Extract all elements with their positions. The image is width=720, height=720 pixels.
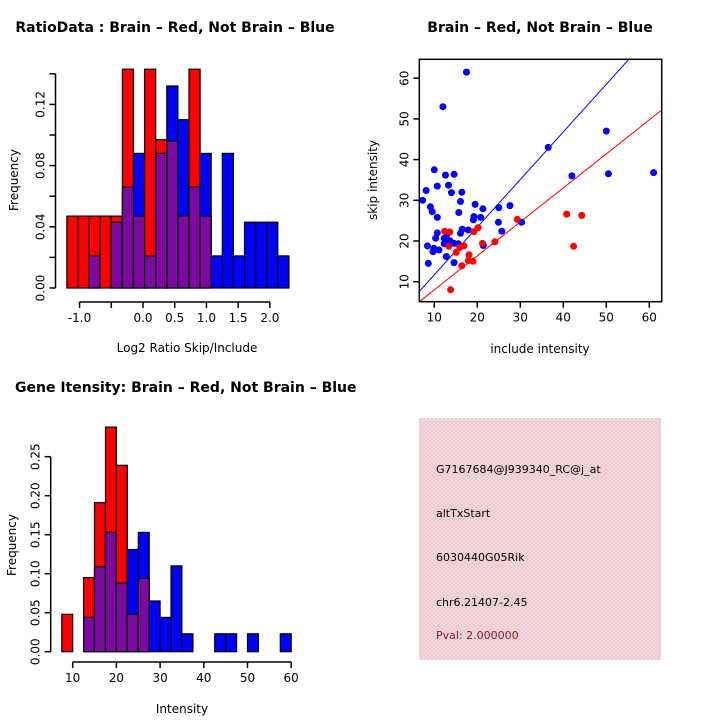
svg-text:50: 50 [598, 310, 614, 325]
svg-text:30: 30 [397, 192, 412, 208]
svg-text:40: 40 [397, 151, 412, 168]
svg-text:0.05: 0.05 [28, 599, 43, 627]
svg-text:20: 20 [397, 233, 412, 249]
svg-text:2.0: 2.0 [260, 311, 280, 325]
histogram-bars [62, 427, 291, 652]
svg-text:10: 10 [65, 671, 81, 685]
panel1-title: RatioData : Brain – Red, Not Brain – Blue [15, 20, 335, 36]
x-tick-labels [68, 311, 280, 325]
panel2-ylabel: skip intensity [366, 140, 380, 220]
x-tick-labels [65, 671, 299, 685]
x-axis [80, 302, 270, 308]
svg-text:50: 50 [397, 111, 412, 127]
x-tick-labels [427, 311, 657, 325]
panel1-ratio-histogram [0, 0, 360, 360]
y-axis [45, 457, 51, 652]
svg-text:60: 60 [397, 70, 412, 86]
svg-text:30: 30 [152, 671, 168, 685]
panel3-xlabel: Intensity [155, 702, 209, 716]
svg-text:0.12: 0.12 [33, 91, 48, 118]
panel3-gene-histogram [0, 360, 360, 720]
svg-text:0.25: 0.25 [28, 443, 43, 471]
svg-text:0.20: 0.20 [28, 482, 43, 510]
panel2-xlabel: include intensity [490, 342, 590, 356]
svg-text:30: 30 [512, 310, 528, 325]
svg-text:10: 10 [426, 310, 442, 325]
panel1-ylabel: Frequency [7, 149, 21, 211]
svg-text:1.0: 1.0 [196, 311, 216, 325]
panel2-intensity-scatter [360, 0, 720, 360]
svg-text:40: 40 [555, 310, 571, 325]
svg-text:0.0: 0.0 [133, 311, 153, 325]
info-gene-symbol: 6030440G05Rik [436, 551, 525, 564]
svg-text:20: 20 [469, 310, 485, 325]
y-tick-labels [34, 91, 48, 301]
svg-text:60: 60 [641, 310, 657, 325]
x-axis [434, 302, 649, 308]
svg-text:20: 20 [108, 671, 125, 685]
svg-text:0.08: 0.08 [33, 152, 48, 179]
info-probe-id: G7167684@J939340_RC@j_at [436, 463, 601, 476]
info-event-type: altTxStart [436, 507, 491, 520]
svg-text:0.15: 0.15 [28, 521, 43, 549]
svg-text:0.00: 0.00 [28, 638, 43, 666]
points-blue [419, 69, 657, 267]
histogram-bars [67, 69, 289, 288]
y-axis [50, 74, 56, 288]
svg-text:60: 60 [283, 671, 299, 685]
svg-text:40: 40 [196, 671, 212, 685]
info-panel [419, 418, 661, 660]
y-tick-labels [397, 71, 411, 290]
svg-text:0.04: 0.04 [33, 213, 48, 241]
info-locus: chr6.21407-2.45 [436, 596, 528, 609]
panel2-title: Brain – Red, Not Brain – Blue [427, 20, 653, 36]
svg-text:0.5: 0.5 [165, 311, 185, 325]
svg-text:10: 10 [397, 274, 412, 290]
points-red [441, 211, 585, 294]
y-axis [413, 78, 419, 282]
panel3-title: Gene Itensity: Brain – Red, Not Brain – Blue [15, 380, 357, 396]
panel1-xlabel: Log2 Ratio Skip/Include [116, 341, 258, 355]
svg-text:0.00: 0.00 [33, 274, 48, 302]
info-pval: Pval: 2.000000 [436, 629, 519, 642]
svg-text:0.10: 0.10 [28, 560, 43, 588]
x-axis [73, 662, 292, 668]
svg-text:1.5: 1.5 [228, 311, 248, 325]
svg-text:50: 50 [239, 671, 256, 685]
svg-text:-1.0: -1.0 [67, 311, 92, 325]
panel3-ylabel: Frequency [5, 514, 19, 576]
y-tick-labels [29, 443, 43, 665]
